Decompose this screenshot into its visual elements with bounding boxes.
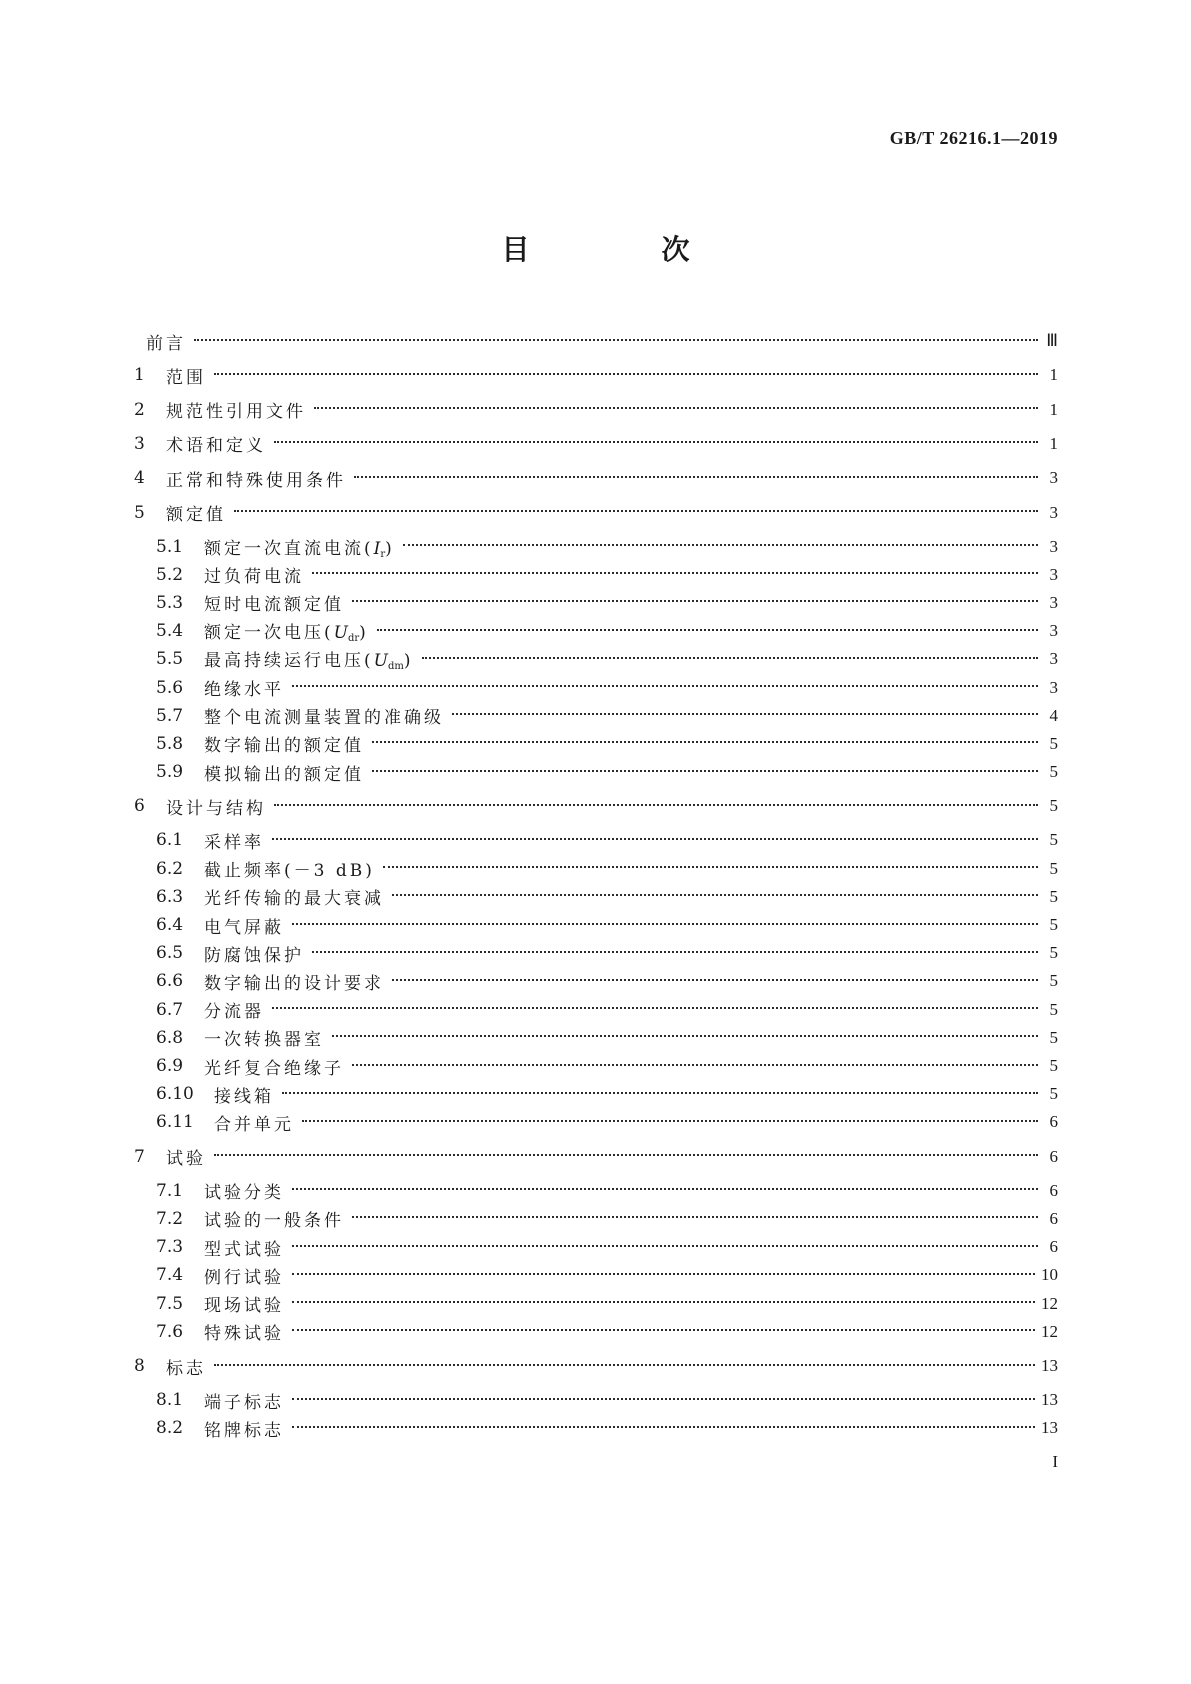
dot-leader xyxy=(214,372,1038,375)
toc-entry-label: 端子标志 xyxy=(204,1392,284,1413)
dot-leader xyxy=(352,599,1038,602)
toc-entry[interactable] xyxy=(134,1142,1058,1172)
toc-entry-label: 试验的一般条件 xyxy=(204,1211,344,1232)
dot-leader xyxy=(194,338,1038,341)
toc-entry-subscript: dm xyxy=(387,661,404,673)
toc-entry-number: 5.8 xyxy=(156,733,184,754)
toc-entry[interactable] xyxy=(156,910,1058,940)
toc-entry-subscript: dr xyxy=(347,633,360,645)
toc-entry-page: 3 xyxy=(1049,536,1058,556)
toc-entry-label: 短时电流额定值 xyxy=(204,595,344,616)
toc-entry-page: 5 xyxy=(1049,999,1058,1019)
toc-entry-number: 5.2 xyxy=(156,564,184,585)
toc-entry[interactable] xyxy=(156,882,1058,912)
toc-entry-page: 12 xyxy=(1041,1321,1058,1341)
dot-leader xyxy=(274,803,1038,806)
toc-entry-number: 6.3 xyxy=(156,886,184,907)
toc-entry-number: 5.1 xyxy=(156,536,184,557)
dot-leader xyxy=(292,1244,1038,1247)
toc-entry-label: 现场试验 xyxy=(204,1296,284,1316)
dot-leader xyxy=(292,1397,1035,1400)
toc-entry-number: 7 xyxy=(134,1146,145,1167)
toc-entry-page: 3 xyxy=(1049,502,1058,522)
toc-entry-number: 4 xyxy=(134,468,145,489)
toc-entry-subscript: r xyxy=(380,548,386,560)
toc-entry[interactable] xyxy=(156,1204,1058,1234)
toc-entry[interactable] xyxy=(156,701,1058,731)
dot-leader xyxy=(302,1119,1038,1122)
toc-entry-symbol: I xyxy=(373,538,381,559)
toc-entry-number: 6.6 xyxy=(156,971,184,992)
toc-entry-label: 接线箱 xyxy=(214,1086,274,1107)
dot-leader xyxy=(292,1300,1035,1303)
dot-leader xyxy=(272,837,1038,840)
toc-entry-label: 额定值 xyxy=(166,505,226,525)
toc-entry-page: 5 xyxy=(1049,796,1058,816)
toc-entry[interactable] xyxy=(156,1385,1058,1415)
toc-entry-label: 前言 xyxy=(146,333,186,354)
dot-leader xyxy=(383,865,1038,868)
toc-entry[interactable] xyxy=(156,1107,1058,1137)
dot-leader xyxy=(292,684,1038,687)
toc-entry-label: 合并单元 xyxy=(214,1114,294,1135)
toc-entry-page: 4 xyxy=(1049,705,1058,725)
toc-entry-number: 6 xyxy=(134,796,145,817)
dot-leader xyxy=(292,1272,1035,1275)
dot-leader xyxy=(214,1363,1035,1366)
toc-entry[interactable] xyxy=(156,560,1058,590)
toc-entry-page: Ⅲ xyxy=(1046,331,1058,350)
dot-leader xyxy=(377,628,1038,631)
toc-entry[interactable] xyxy=(134,1351,1058,1381)
toc-entry-page: 5 xyxy=(1049,858,1058,878)
dot-leader xyxy=(282,1091,1038,1094)
toc-entry[interactable] xyxy=(134,791,1058,821)
toc-entry[interactable] xyxy=(134,429,1058,459)
toc-entry-page: 3 xyxy=(1049,468,1058,488)
toc-entry[interactable] xyxy=(156,995,1058,1025)
toc-entry-label: 绝缘水平 xyxy=(204,680,284,700)
toc-entry[interactable] xyxy=(156,729,1058,759)
toc-entry-page: 3 xyxy=(1049,677,1058,697)
toc-entry-number: 5.7 xyxy=(156,705,184,726)
toc-entry-label: 最高持续运行电压(Udm) xyxy=(204,651,414,673)
standard-code: GB/T 26216.1—2019 xyxy=(889,128,1058,148)
toc-entry[interactable] xyxy=(156,1260,1058,1290)
toc-entry-label: 铭牌标志 xyxy=(204,1420,284,1441)
toc-entry-label: 范围 xyxy=(166,367,206,388)
toc-entry[interactable] xyxy=(134,326,1058,356)
toc-entry[interactable] xyxy=(156,1413,1058,1443)
toc-entry-page: 6 xyxy=(1049,1112,1058,1132)
toc-entry[interactable] xyxy=(134,463,1058,493)
toc-entry-number: 6.1 xyxy=(156,830,184,851)
toc-entry[interactable] xyxy=(156,1051,1058,1081)
toc-entry[interactable] xyxy=(156,757,1058,787)
toc-entry[interactable] xyxy=(156,1289,1058,1319)
toc-entry-number: 6.9 xyxy=(156,1056,184,1076)
toc-entry-page: 6 xyxy=(1049,1237,1058,1257)
toc-entry-label: 试验 xyxy=(166,1149,206,1170)
toc-entry-number: 7.3 xyxy=(156,1237,184,1258)
toc-entry[interactable] xyxy=(156,616,1058,646)
dot-leader xyxy=(422,656,1039,659)
toc-entry-number: 6.8 xyxy=(156,1027,184,1048)
toc-entry-page: 5 xyxy=(1049,915,1058,934)
dot-leader xyxy=(372,769,1038,772)
toc-entry[interactable] xyxy=(156,1317,1058,1347)
dot-leader xyxy=(312,950,1038,953)
toc-entry-page: 6 xyxy=(1049,1208,1058,1228)
dot-leader xyxy=(452,712,1038,715)
toc-entry-label: 规范性引用文件 xyxy=(166,402,306,423)
dot-leader xyxy=(332,1034,1038,1037)
toc-entry-page: 5 xyxy=(1049,1056,1058,1075)
toc-entry-label: 分流器 xyxy=(204,1002,264,1023)
dot-leader xyxy=(214,1153,1038,1156)
toc-entry[interactable] xyxy=(156,854,1058,884)
dot-leader xyxy=(312,571,1038,574)
toc-entry-page: 13 xyxy=(1041,1356,1058,1375)
toc-entry-page: 6 xyxy=(1049,1180,1058,1200)
toc-entry-label: 光纤传输的最大衰减 xyxy=(204,889,384,910)
dot-leader xyxy=(234,509,1038,512)
toc-entry-label: 额定一次直流电流(Ir) xyxy=(204,538,395,560)
dot-leader xyxy=(392,978,1038,981)
toc-entry-page: 1 xyxy=(1049,399,1058,419)
toc-entry-number: 7.4 xyxy=(156,1265,184,1286)
toc-entry-number: 7.1 xyxy=(156,1180,184,1201)
toc-entry-page: 1 xyxy=(1049,433,1058,453)
toc-entry-page: 5 xyxy=(1049,943,1058,963)
toc-entry-label: 数字输出的设计要求 xyxy=(204,973,384,994)
toc-entry-label: 额定一次电压(Udr) xyxy=(204,623,369,645)
toc-entry-page: 5 xyxy=(1049,1027,1058,1047)
toc-entry-number: 5.5 xyxy=(156,649,184,670)
toc-entry-number: 2 xyxy=(134,399,145,420)
toc-entry-label: 整个电流测量装置的准确级 xyxy=(204,708,444,729)
page-number: I xyxy=(1052,1452,1058,1471)
toc-entry-page: 5 xyxy=(1049,762,1058,782)
toc-entry[interactable] xyxy=(156,588,1058,618)
toc-entry[interactable] xyxy=(156,1232,1058,1262)
toc-entry-page: 13 xyxy=(1041,1390,1058,1409)
toc-entry-number: 7.6 xyxy=(156,1321,184,1342)
dot-leader xyxy=(314,406,1038,409)
toc-entry-label: 标志 xyxy=(166,1358,206,1379)
toc-entry[interactable] xyxy=(156,966,1058,996)
page-title: 目 次 xyxy=(501,233,742,266)
toc-entry-number: 6.7 xyxy=(156,999,184,1020)
toc-entry-page: 5 xyxy=(1049,971,1058,991)
toc-entry-label: 防腐蚀保护 xyxy=(204,945,304,966)
toc-entry-number: 5.6 xyxy=(156,677,184,698)
dot-leader xyxy=(392,893,1038,896)
toc-entry[interactable] xyxy=(156,825,1058,855)
toc-entry-number: 7.5 xyxy=(156,1293,184,1314)
toc-entry-page: 5 xyxy=(1049,1084,1058,1104)
toc-entry[interactable] xyxy=(156,1176,1058,1206)
toc-entry-page: 3 xyxy=(1049,621,1058,641)
dot-leader xyxy=(292,1328,1035,1331)
toc-entry-label: 型式试验 xyxy=(204,1239,284,1260)
toc-entry-number: 5 xyxy=(134,502,145,523)
toc-entry-label: 光纤复合绝缘子 xyxy=(204,1058,344,1079)
dot-leader xyxy=(292,1187,1038,1190)
toc-entry-page: 13 xyxy=(1041,1418,1058,1438)
toc-entry-number: 8 xyxy=(134,1356,145,1376)
toc-entry-page: 6 xyxy=(1049,1146,1058,1166)
toc-entry-number: 8.1 xyxy=(156,1390,184,1410)
toc-entry-label: 数字输出的额定值 xyxy=(204,736,364,757)
dot-leader xyxy=(292,922,1038,925)
toc-entry-number: 1 xyxy=(134,365,145,386)
toc-entry-page: 5 xyxy=(1049,733,1058,753)
toc-entry[interactable] xyxy=(156,644,1058,674)
toc-entry-number: 6.5 xyxy=(156,943,184,964)
toc-entry[interactable] xyxy=(156,673,1058,703)
toc-entry-number: 5.9 xyxy=(156,762,184,783)
dot-leader xyxy=(403,543,1038,546)
toc-entry-page: 3 xyxy=(1049,564,1058,584)
toc-entry-label: 正常和特殊使用条件 xyxy=(166,470,346,491)
toc-entry-label: 过负荷电流 xyxy=(204,567,304,588)
dot-leader xyxy=(352,1063,1038,1066)
toc-entry-symbol: U xyxy=(333,623,348,644)
dot-leader xyxy=(352,1215,1038,1218)
toc-entry-number: 8.2 xyxy=(156,1418,184,1439)
toc-entry-label: 采样率 xyxy=(204,832,264,853)
toc-entry-label: 例行试验 xyxy=(204,1267,284,1288)
toc-entry-number: 5.3 xyxy=(156,592,184,613)
toc-entry-page: 12 xyxy=(1041,1293,1058,1313)
toc-entry[interactable] xyxy=(156,532,1058,562)
toc-entry-page: 5 xyxy=(1049,830,1058,850)
toc-entry-number: 5.4 xyxy=(156,621,184,642)
toc-entry[interactable] xyxy=(134,395,1058,425)
toc-entry-number: 7.2 xyxy=(156,1208,184,1229)
toc-entry[interactable] xyxy=(134,498,1058,528)
toc-entry[interactable] xyxy=(134,360,1058,390)
toc-entry-page: 10 xyxy=(1041,1265,1058,1285)
toc-entry-page: 1 xyxy=(1049,365,1058,385)
toc-entry[interactable] xyxy=(156,1079,1058,1109)
toc-entry-page: 3 xyxy=(1049,592,1058,612)
toc-entry-label: 特殊试验 xyxy=(204,1324,284,1345)
toc-entry-symbol: U xyxy=(373,651,388,672)
dot-leader xyxy=(354,475,1038,478)
dot-leader xyxy=(292,1425,1035,1428)
toc-entry-label: 模拟输出的额定值 xyxy=(204,764,364,785)
toc-entry-label: 截止频率(－3 dB) xyxy=(204,861,375,882)
toc-entry-label: 术语和定义 xyxy=(166,436,266,457)
toc-entry-number: 6.4 xyxy=(156,915,184,935)
toc-entry-page: 5 xyxy=(1049,886,1058,906)
dot-leader xyxy=(272,1006,1038,1009)
toc-entry-number: 6.11 xyxy=(156,1112,194,1133)
toc-entry-label: 试验分类 xyxy=(204,1183,284,1204)
toc-entry-page: 3 xyxy=(1049,649,1058,669)
toc-entry-label: 设计与结构 xyxy=(166,798,266,819)
dot-leader xyxy=(372,740,1038,743)
dot-leader xyxy=(274,440,1038,443)
toc-entry-label: 一次转换器室 xyxy=(204,1030,324,1051)
toc-entry-number: 3 xyxy=(134,433,145,454)
toc-entry[interactable] xyxy=(156,938,1058,968)
toc-entry-label: 电气屏蔽 xyxy=(204,917,284,938)
toc-entry-number: 6.2 xyxy=(156,858,184,879)
toc-entry[interactable] xyxy=(156,1023,1058,1053)
toc-entry-number: 6.10 xyxy=(156,1084,194,1105)
